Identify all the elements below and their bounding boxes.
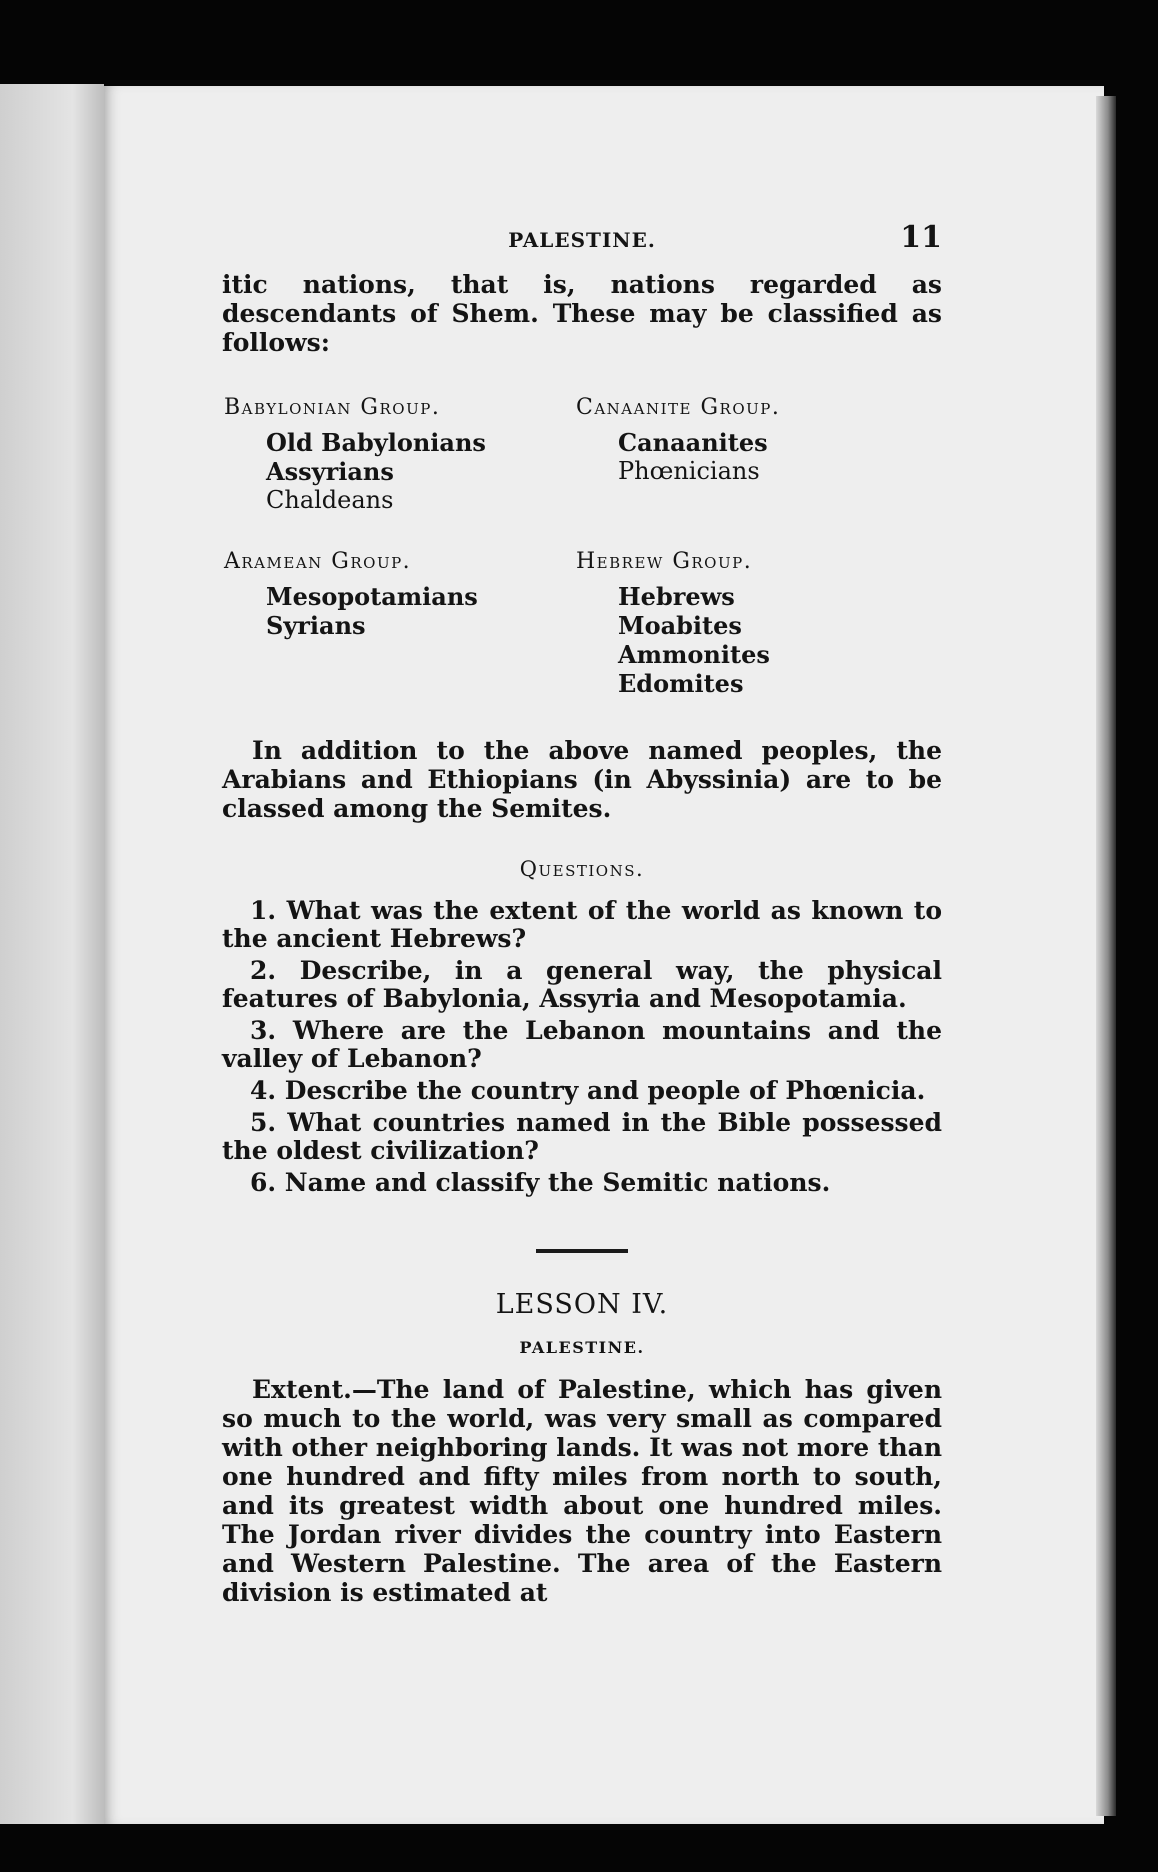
question-item: 4. Describe the country and people of Phœnicia. [250,1076,926,1105]
intro-paragraph: itic nations, that is, nations regarded as descendants of Shem. These may be classified as follows: [222,270,942,357]
group-item: Edomites [618,669,744,698]
group-heading: Aramean Group. [224,549,412,574]
extent-text: —The land of Palestine, which has given so much to the world, was very small as compared with other neighboring lands. It was not more than one hundred and fifty miles from north to south, and its greatest width about one hundred miles. The Jordan river divides the country into Eastern and Western Palestine. The area of the Eastern division is estimated at [222,1375,942,1607]
group-item: Canaanites [618,428,768,457]
group-item: Ammonites [618,640,770,669]
lesson-subtitle: PALESTINE. [519,1338,645,1357]
group-babylonian [222,395,574,515]
group-item: Moabites [618,611,742,640]
semitic-groups [222,395,942,698]
running-head [222,220,942,270]
group-heading: Hebrew Group. [576,549,753,574]
running-title: PALESTINE. [508,228,656,252]
group-heading: Canaanite Group. [576,395,781,420]
questions-heading: Questions. [519,857,645,881]
group-item: Mesopotamians [266,582,478,611]
group-item: Assyrians [266,457,394,486]
question-item: 2. Describe, in a general way, the physical features of Babylonia, Assyria and Mesopotamia. [222,956,942,1013]
group-item: Hebrews [618,582,735,611]
group-hebrew [574,549,934,698]
question-item: 3. Where are the Lebanon mountains and the valley of Lebanon? [222,1016,942,1073]
page-content [222,220,942,1607]
group-item: Syrians [266,611,366,640]
group-item: Phœnicians [618,457,760,485]
group-item: Chaldeans [266,486,394,514]
group-item: Old Babylonians [266,428,486,457]
question-item: 1. What was the extent of the world as known to the ancient Hebrews? [222,896,942,953]
extent-paragraph [222,1375,942,1607]
group-canaanite [574,395,934,515]
section-divider [536,1249,628,1253]
addition-paragraph: In addition to the above named peoples, the Arabians and Ethiopians (in Abyssinia) are to be classed among the Semites. [222,736,942,823]
question-item: 5. What countries named in the Bible possessed the oldest civilization? [222,1108,942,1165]
page-edge-shadow [1096,96,1116,1816]
group-heading: Babylonian Group. [224,395,441,420]
facing-page-edge [0,84,104,1824]
page-number: 11 [900,220,942,255]
extent-label: Extent. [252,1375,352,1404]
group-aramean [222,549,574,698]
lesson-title: LESSON IV. [495,1289,669,1320]
question-item: 6. Name and classify the Semitic nations. [250,1168,831,1197]
